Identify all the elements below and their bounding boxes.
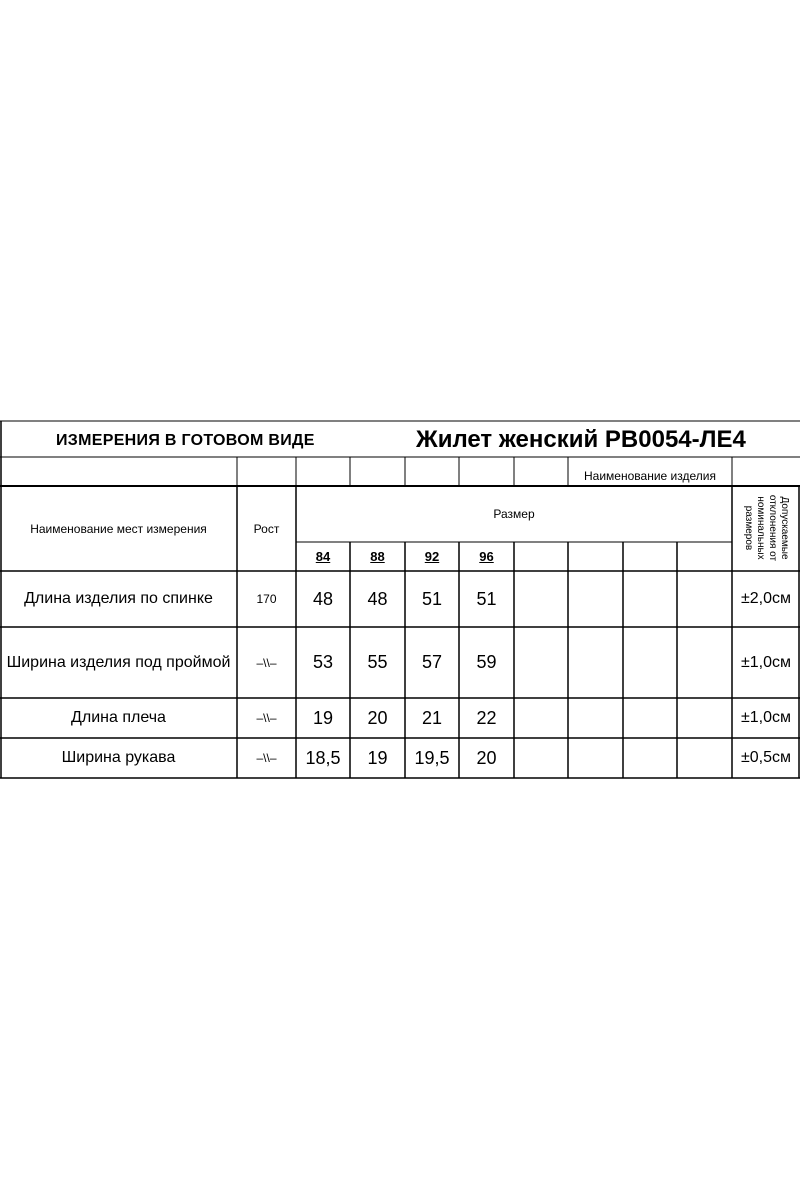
row-4-size-92: 19,5 — [414, 747, 450, 768]
row-4-name: Ширина рукава — [61, 749, 176, 766]
row-3-size-84: 19 — [312, 707, 334, 728]
row-4-size-88: 19 — [367, 747, 388, 768]
row-4-size-96: 20 — [476, 747, 497, 768]
row-2-tolerance: ±1,0см — [740, 653, 792, 671]
size-header: Размер — [493, 507, 535, 521]
row-3-size-92: 21 — [421, 707, 443, 728]
tolerance-header-text: Допускаемые отклонения от номинальных размеров — [743, 494, 790, 562]
height-header: Рост — [253, 521, 280, 536]
row-2-size-96: 59 — [476, 652, 497, 672]
product-title: Жилет женский РВ0054-ЛЕ4 — [416, 426, 746, 453]
row-1-size-96: 51 — [476, 588, 497, 609]
row-3-tolerance: ±1,0см — [740, 709, 792, 726]
row-4-height: –\\– — [256, 751, 277, 765]
row-4-tolerance: ±0,5см — [740, 749, 792, 766]
row-2-height: –\\– — [256, 655, 277, 670]
size-header-88: 88 — [370, 549, 385, 564]
row-4-size-84: 18,5 — [305, 747, 341, 768]
row-2-name: Ширина изделия под проймой — [6, 653, 231, 671]
row-1-tolerance: ±2,0см — [740, 590, 792, 607]
row-3-size-88: 20 — [367, 707, 388, 728]
row-1-size-88: 48 — [367, 588, 388, 609]
row-2-size-88: 55 — [367, 652, 388, 672]
row-2-size-84: 53 — [312, 652, 334, 672]
size-header-84: 84 — [315, 549, 331, 564]
size-header-92: 92 — [424, 549, 440, 564]
measurements-title: ИЗМЕРЕНИЯ В ГОТОВОМ ВИДЕ — [56, 432, 315, 449]
row-1-name: Длина изделия по спинке — [24, 590, 213, 607]
row-2-size-92: 57 — [421, 652, 443, 672]
size-header-96: 96 — [479, 549, 494, 564]
row-1-size-84: 48 — [312, 588, 334, 609]
product-name-label: Наименование изделия — [584, 469, 716, 483]
tolerance-header — [732, 486, 800, 570]
measure-place-header: Наименование мест измерения — [30, 521, 207, 536]
row-3-name: Длина плеча — [71, 709, 166, 726]
row-3-size-96: 22 — [476, 707, 497, 728]
row-3-height: –\\– — [256, 711, 277, 725]
row-1-height: 170 — [256, 592, 277, 606]
row-1-size-92: 51 — [421, 588, 443, 609]
